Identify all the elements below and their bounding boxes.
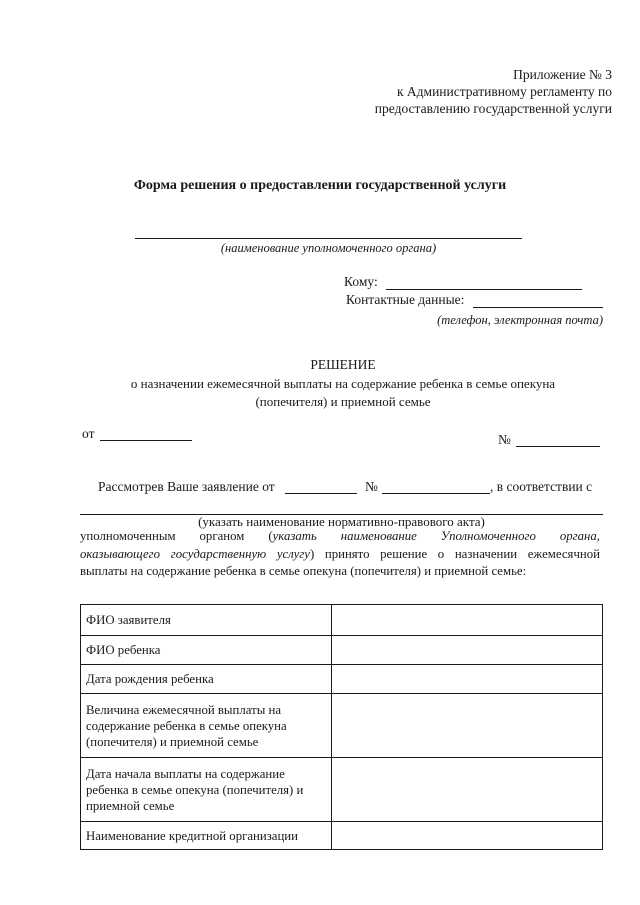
row-label-credit-organization: Наименование кредитной организации — [81, 822, 332, 850]
body-line-2: оказывающего государственную услугу) принято решение о назначении ежемесячной — [80, 546, 600, 561]
review-text-end: , в соответствии с — [490, 479, 593, 494]
authority-name-field[interactable] — [135, 238, 522, 239]
row-value-payment-amount[interactable] — [332, 694, 603, 758]
table-row — [81, 758, 603, 822]
decision-heading: РЕШЕНИЕ — [310, 357, 376, 372]
table-row — [81, 665, 603, 694]
decision-date-field[interactable] — [100, 440, 192, 441]
row-label-child-name: ФИО ребенка — [81, 636, 332, 665]
appendix-number: Приложение № 3 — [513, 67, 612, 82]
row-label-payment-start-date: Дата начала выплаты на содержание ребенка в семье опекуна (попечителя) и приемной семье — [81, 758, 332, 822]
application-number-field[interactable] — [382, 493, 490, 494]
row-value-applicant-name[interactable] — [332, 605, 603, 636]
to-label: Кому: — [344, 274, 378, 289]
legal-act-caption: (указать наименование нормативно-правового акта) — [198, 514, 485, 529]
row-value-payment-start-date[interactable] — [332, 758, 603, 822]
contacts-field[interactable] — [473, 307, 603, 308]
decision-subtitle-line2: (попечителя) и приемной семье — [255, 394, 431, 409]
appendix-header — [375, 66, 612, 117]
appendix-service: предоставлению государственной услуги — [374, 101, 612, 116]
authority-caption: (наименование уполномоченного органа) — [220, 241, 437, 255]
row-label-applicant-name: ФИО заявителя — [81, 605, 332, 636]
form-title: Форма решения о предоставлении государственной услуги — [133, 178, 507, 193]
decision-number-prefix: № — [498, 432, 511, 447]
row-label-payment-amount: Величина ежемесячной выплаты на содержание ребенка в семье опекуна (попечителя) и приемной семье — [81, 694, 332, 758]
table-row — [81, 636, 603, 665]
table-row — [81, 822, 603, 850]
body-line-3: выплаты на содержание ребенка в семье опекуна (попечителя) и приемной семье: — [80, 564, 527, 578]
recipient-field[interactable] — [386, 289, 582, 290]
decision-subtitle-line1: о назначении ежемесячной выплаты на содержание ребенка в семье опекуна — [130, 376, 556, 391]
decision-number-field[interactable] — [516, 446, 600, 447]
appendix-reference: к Административному регламенту по — [396, 84, 612, 99]
table-row — [81, 694, 603, 758]
row-value-child-name[interactable] — [332, 636, 603, 665]
body-line-1: уполномоченным органом (указать наименование Уполномоченного органа, — [80, 529, 601, 543]
row-value-child-birth-date[interactable] — [332, 665, 603, 694]
contacts-caption: (телефон, электронная почта) — [437, 313, 603, 327]
review-text-start: Рассмотрев Ваше заявление от — [98, 479, 275, 494]
row-label-child-birth-date: Дата рождения ребенка — [81, 665, 332, 694]
contacts-label: Контактные данные: — [346, 292, 465, 307]
row-value-credit-organization[interactable] — [332, 822, 603, 850]
application-number-mark: № — [365, 479, 378, 494]
table-row — [81, 605, 603, 636]
application-date-field[interactable] — [285, 493, 357, 494]
decision-body-text — [80, 528, 600, 581]
decision-info-table — [80, 604, 603, 850]
decision-date-prefix: от — [82, 426, 95, 441]
